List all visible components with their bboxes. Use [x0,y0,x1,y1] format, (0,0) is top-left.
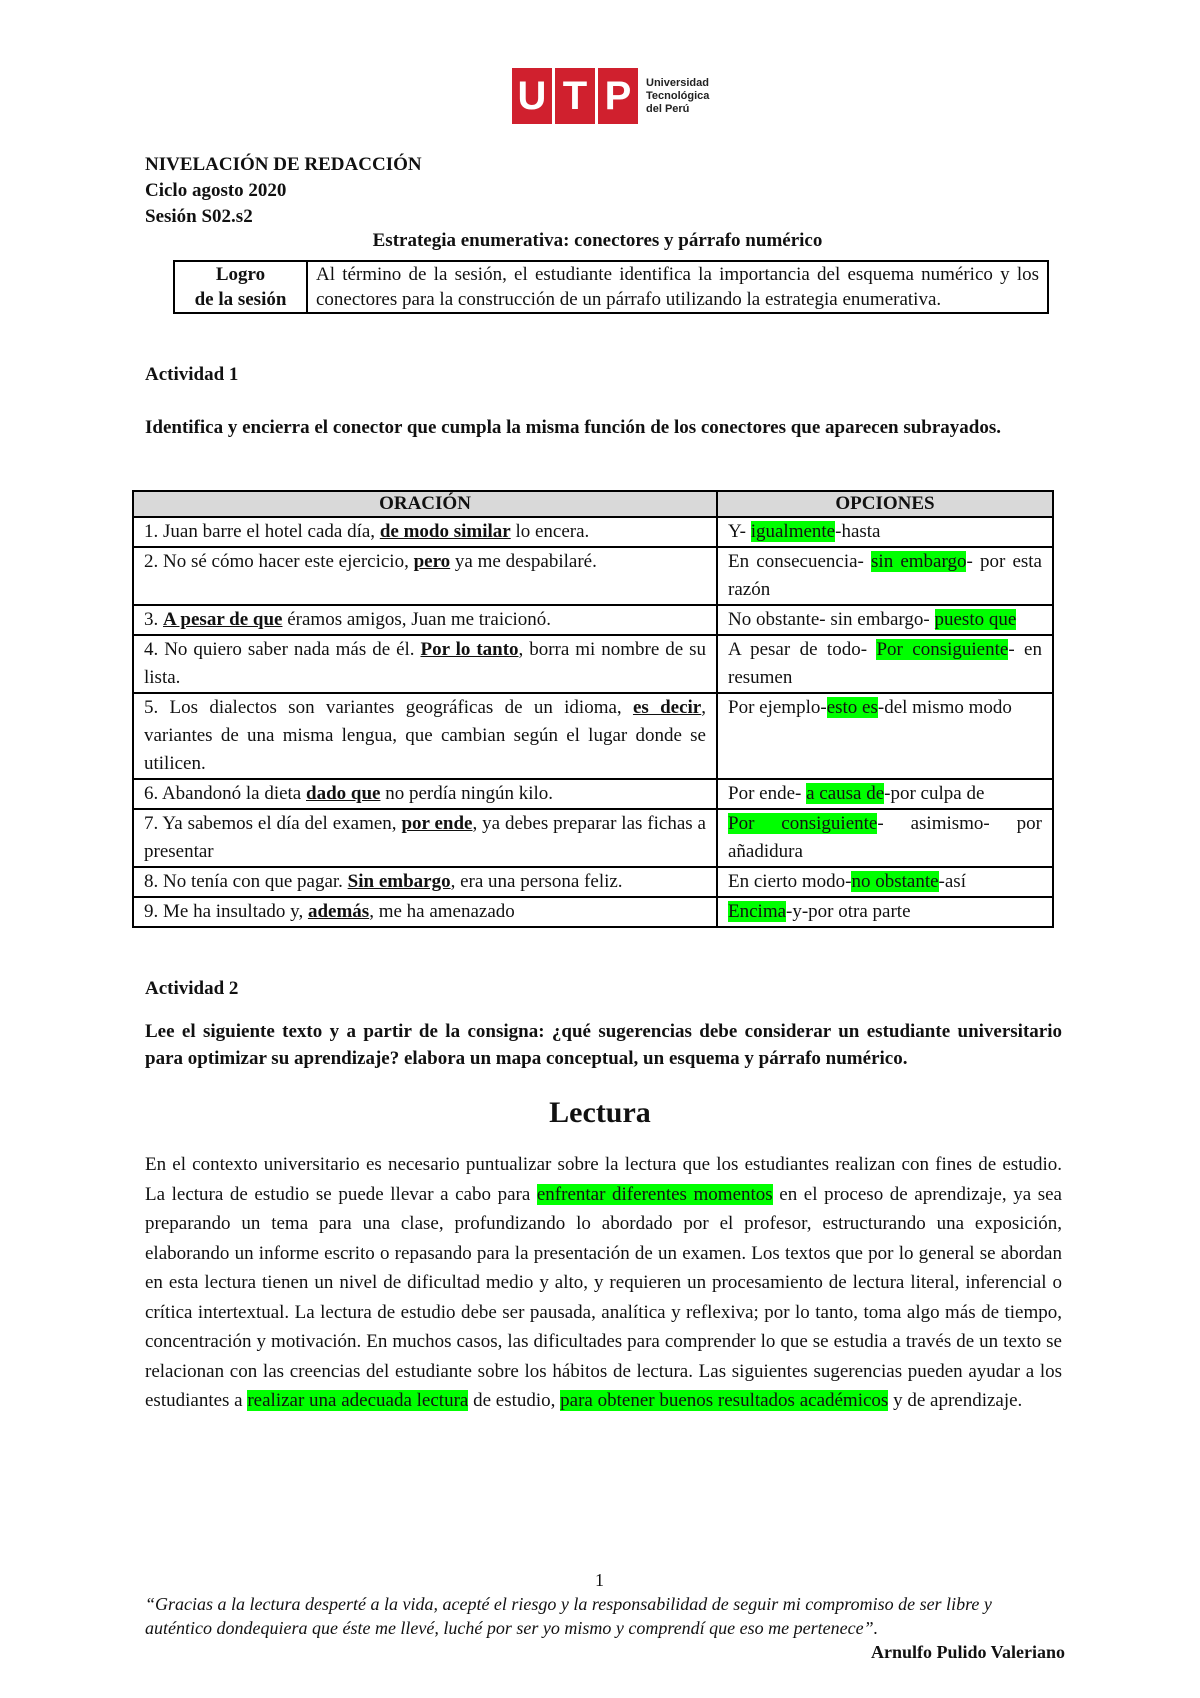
text-run: 4. No quiero saber nada más de él. [144,639,421,660]
sentence-cell [133,605,717,635]
text-run: -y-por otra parte [786,901,911,922]
document-header [145,152,422,230]
text-run: , era una persona feliz. [450,871,623,892]
logo-mark [512,68,638,124]
sentence-cell [133,693,717,779]
table-row [133,867,1053,897]
text-run: y de aprendizaje. [888,1390,1023,1411]
activity2-instruction: Lee el siguiente texto y a partir de la consigna: ¿qué sugerencias debe considerar un estudiante universitario para optimizar su aprendizaje? elabora un mapa conceptual, un esquema y párrafo numérico. [145,1021,1062,1069]
text-run: En consecuencia- [728,551,872,572]
text-run: En cierto modo- [728,871,852,892]
highlighted-text: esto es [826,697,878,718]
lectura-title: Lectura [549,1096,651,1129]
session-label: Sesión S02.s2 [145,206,253,227]
logro-label: Logro de la sesión [174,261,307,313]
table-row [133,517,1053,547]
logro-table [173,260,1049,314]
underlined-connector: dado que [306,783,381,804]
lectura-paragraph [145,1150,1062,1416]
text-run: 6. Abandonó la dieta [144,783,306,804]
highlighted-text: a causa de [806,783,885,804]
options-cell [717,809,1053,867]
underlined-connector: Sin embargo [347,871,451,892]
cycle-label: Ciclo agosto 2020 [145,180,287,201]
highlighted-text: sin embargo [871,551,967,572]
underlined-connector: Por lo tanto [420,639,519,660]
text-run: - en resumen [728,639,1042,688]
text-run: - por esta razón [728,551,1042,600]
page-number: 1 [595,1570,604,1590]
highlighted-text: Por consiguiente [876,639,1009,660]
text-run: 7. Ya sabemos el día del examen, [144,813,402,834]
text-run: , ya debes preparar las fichas a presentar [144,813,706,862]
activity1-title: Actividad 1 [145,364,239,385]
text-run: A pesar de todo- [728,639,877,660]
logro-text: Al término de la sesión, el estudiante identifica la importancia del esquema numérico y los conectores para la construcción de un párrafo utilizando la estrategia enumerativa. [307,261,1048,313]
underlined-connector: pero [413,551,451,572]
options-cell [717,605,1053,635]
column-header-oracion: ORACIÓN [133,491,717,517]
text-run: -así [938,871,966,892]
text-run: 2. No sé cómo hacer este ejercicio, [144,551,414,572]
highlighted-text: puesto que [934,609,1017,630]
table-row [133,897,1053,927]
utp-logo [512,68,709,124]
highlighted-text: igualmente [750,521,836,542]
text-run: , variantes de una misma lengua, que cambian según el lugar donde se utilicen. [144,697,706,774]
logo-letter-p: P [604,73,632,118]
sentence-cell [133,809,717,867]
text-run: , me ha amenazado [369,901,515,922]
underlined-connector: por ende [401,813,473,834]
text-run: , borra mi nombre de su lista. [144,639,706,688]
text-run: En el contexto universitario es necesario puntualizar sobre la lectura que los estudiantes realizan con fines de estudio. La lectura de estudio se puede llevar a cabo para [145,1154,1062,1205]
highlighted-text: Por consiguiente [728,813,878,834]
highlighted-text: para obtener buenos resultados académicos [560,1390,889,1411]
text-run: -por culpa de [884,783,985,804]
connectors-table [132,490,1054,928]
underlined-connector: A pesar de que [163,609,283,630]
sentence-cell [133,779,717,809]
highlighted-text: no obstante [851,871,939,892]
sentence-cell [133,547,717,605]
activity1-instruction: Identifica y encierra el conector que cumpla la misma función de los conectores que aparecen subrayados. [145,417,1001,438]
table-row [133,547,1053,605]
text-run: Por ejemplo- [728,697,827,718]
table-row [133,635,1053,693]
text-run: éramos amigos, Juan me traicionó. [282,609,552,630]
text-run: Por ende- [728,783,807,804]
underlined-connector: es decir [632,697,702,718]
text-run: de estudio, [468,1390,561,1411]
footer-quote: “Gracias a la lectura desperté a la vida, acepté el riesgo y la responsabilidad de seguir mi compromiso de ser libre y auténtico dondequiera que éste me llevé, luché por ser yo mismo y comprendí que eso me pertenece”. [145,1594,992,1638]
table-row [133,693,1053,779]
sentence-cell [133,867,717,897]
activity2-title: Actividad 2 [145,978,239,999]
highlighted-text: enfrentar diferentes momentos [536,1183,773,1205]
page-title: Estrategia enumerativa: conectores y párrafo numérico [372,230,823,251]
highlighted-text: Encima [728,901,787,922]
sentence-cell [133,635,717,693]
highlighted-text: realizar una adecuada lectura [247,1390,469,1411]
text-run: 9. Me ha insultado y, [144,901,308,922]
options-cell [717,897,1053,927]
text-run: 8. No tenía con que pagar. [144,871,348,892]
sentence-cell [133,517,717,547]
text-run: -del mismo modo [877,697,1012,718]
options-cell [717,547,1053,605]
logo-text: Universidad Tecnológica del Perú [646,76,710,115]
quote-author: Arnulfo Pulido Valeriano [870,1642,1065,1662]
options-cell [717,867,1053,897]
text-run: - asimismo- por añadidura [728,813,1042,862]
logo-letter-t: T [562,73,588,118]
logo-letter-u: U [517,73,547,118]
underlined-connector: además [307,901,370,922]
text-run: ya me despabilaré. [450,551,597,572]
column-header-opciones: OPCIONES [717,491,1053,517]
text-run: -hasta [835,521,881,542]
text-run: No obstante- sin embargo- [728,609,935,630]
text-run: en el proceso de aprendizaje, ya sea preparando un tema para una clase, profundizando lo abordado por el profesor, estructurando una exposición, elaborando un informe escrito o repasando para la presentación de un examen. Los textos que por lo general se abordan en esta lectura tienen un nivel de dificultad medio y alto, y requieren un procesamiento de lectura literal, inferencial o crítica intertextual. La lectura de estudio debe ser pausada, analítica y reflexiva; por lo tanto, toma algo más de tiempo, concentración y motivación. En muchos casos, las dificultades para comprender lo que se estudia a través de un texto se relacionan con las creencias del estudiante sobre los hábitos de lectura. Las siguientes sugerencias pueden ayudar a los estudiantes a [145,1183,1062,1411]
underlined-connector: de modo similar [379,521,511,542]
connectors-table-body [133,517,1053,927]
course-title: NIVELACIÓN DE REDACCIÓN [145,154,422,175]
text-run: 5. Los dialectos son variantes geográficas de un idioma, [144,697,633,718]
options-cell [717,635,1053,693]
text-run: Y- [728,521,751,542]
text-run: lo encera. [510,521,590,542]
table-row [133,605,1053,635]
sentence-cell [133,897,717,927]
text-run: 3. [144,609,163,630]
text-run: 1. Juan barre el hotel cada día, [144,521,380,542]
table-row [133,809,1053,867]
text-run: no perdía ningún kilo. [380,783,554,804]
options-cell [717,517,1053,547]
options-cell [717,693,1053,779]
table-row [133,779,1053,809]
options-cell [717,779,1053,809]
